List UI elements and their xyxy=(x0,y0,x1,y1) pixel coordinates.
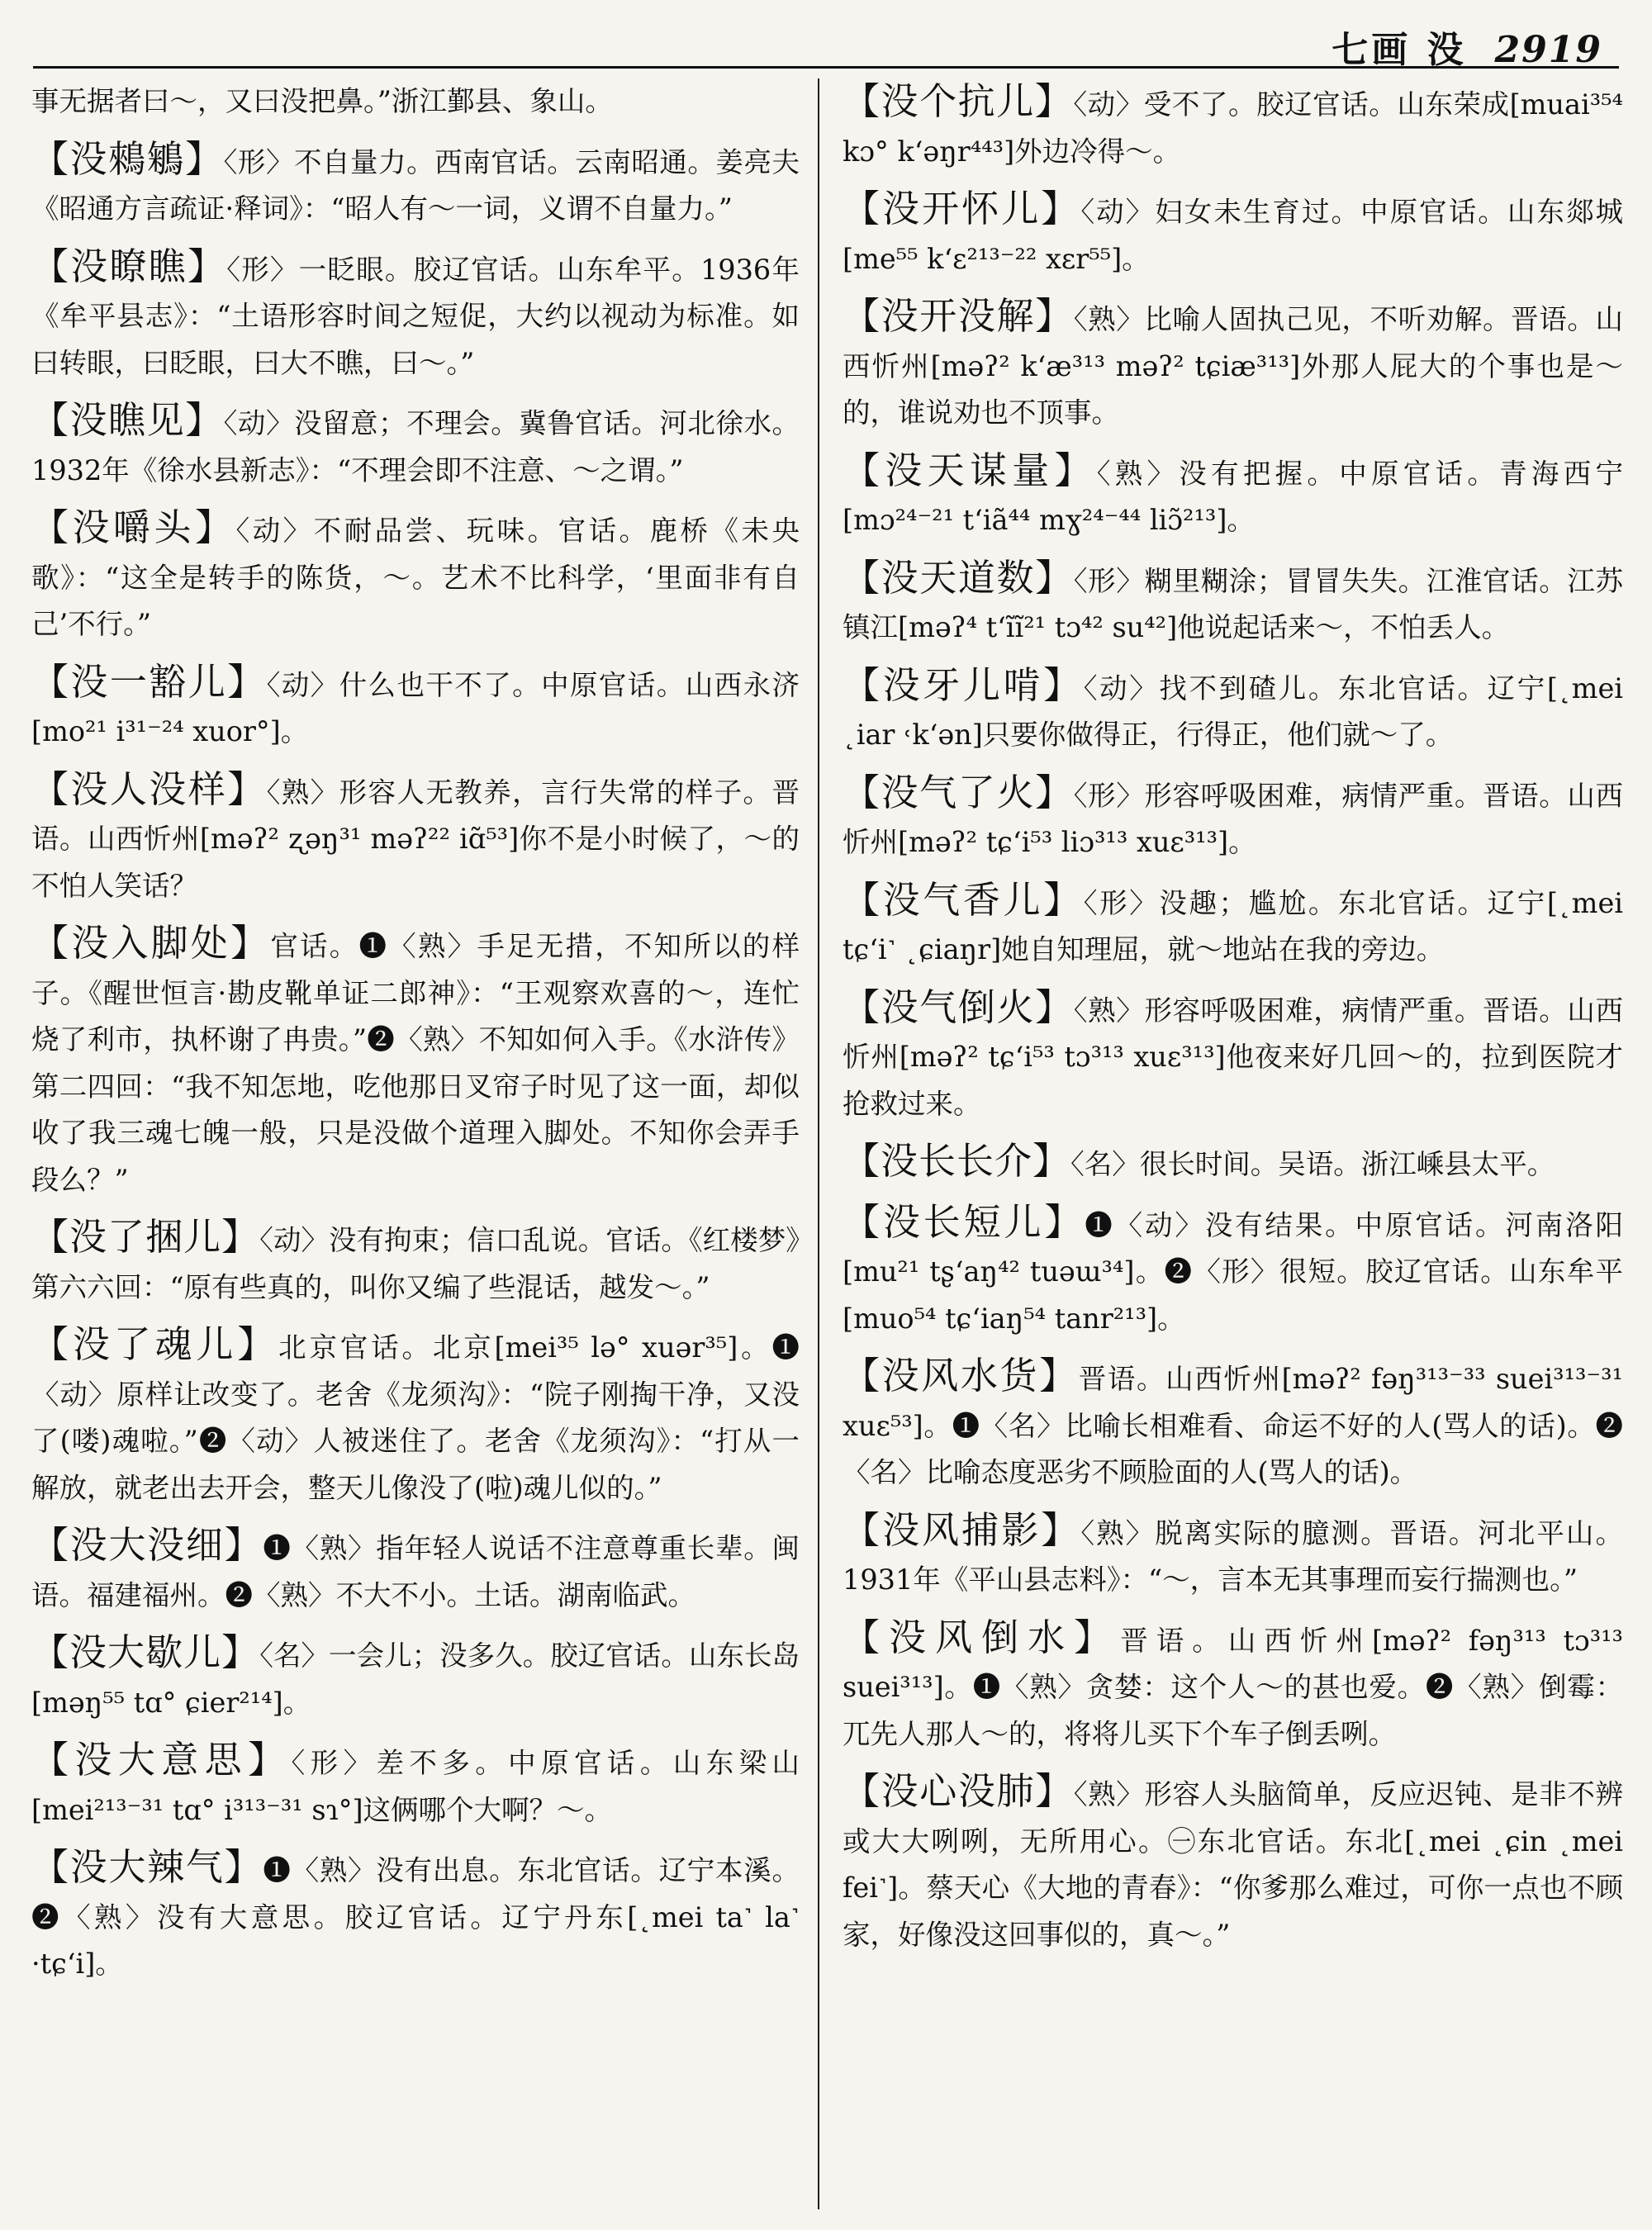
dictionary-entry xyxy=(31,920,800,1203)
entry-body: 〈动〉不耐品尝、玩味。官话。鹿桥《未央歌》：“这全是转手的陈货，～。艺术不比科学，‘里面非有自己’不行。” xyxy=(31,515,800,640)
entry-headword: 【没开没解】 xyxy=(843,294,1074,338)
entry-headword: 【没长长介】 xyxy=(843,1139,1071,1183)
entry-headword: 【没个抗儿】 xyxy=(843,79,1074,123)
entry-body: 〈动〉妇女未生育过。中原官话。山东郯城[me⁵⁵ kʻɛ²¹³⁻²² xɛr⁵⁵]。 xyxy=(843,196,1623,275)
entry-body: 北京官话。北京[mei³⁵ lə° xuər³⁵]。❶〈动〉原样让改变了。老舍《龙须沟》：“院子刚掏干净，又没了(喽)魂啦。”❷〈动〉人被迷住了。老舍《龙须沟》：“打从一解放，就老出去开会，整天儿像没了(啦)魂儿似的。” xyxy=(31,1331,800,1504)
entry-headword: 【没天谋量】 xyxy=(843,448,1097,492)
entry-headword: 【没了魂儿】 xyxy=(31,1322,279,1366)
page-header xyxy=(33,15,1619,69)
entry-body: 〈名〉很长时间。吴语。浙江嵊县太平。 xyxy=(1070,1148,1555,1180)
entry-body: ❶〈熟〉指年轻人说话不注意尊重长辈。闽语。福建福州。❷〈熟〉不大不小。土话。湖南临武。 xyxy=(31,1532,800,1611)
entry-body: 〈熟〉形容呼吸困难，病情严重。晋语。山西忻州[məʔ² tɕʻi⁵³ tɔ³¹³ xuɛ³¹³]他夜来好几回～的，拉到医院才抢救过来。 xyxy=(843,994,1623,1120)
entry-body: 〈熟〉比喻人固执己见，不听劝解。晋语。山西忻州[məʔ² kʻæ³¹³ məʔ² tɕiæ³¹³]外那人屁大的个事也是～的，谁说劝也不顶事。 xyxy=(843,303,1623,429)
entry-body: 〈形〉差不多。中原官话。山东梁山[mei²¹³⁻³¹ tɑ° i³¹³⁻³¹ sɿ°]这俩哪个大啊？～。 xyxy=(31,1747,800,1826)
entry-headword: 【没风水货】 xyxy=(843,1354,1079,1397)
entry-headword: 【没大歇儿】 xyxy=(31,1630,260,1674)
entry-headword: 【没大辣气】 xyxy=(31,1845,263,1889)
entry-headword: 【没气香儿】 xyxy=(843,877,1084,922)
page-number: 2919 xyxy=(1494,29,1602,71)
entry-body: 〈熟〉形容人头脑简单，反应迟钝、是非不辨或大大咧咧，无所用心。㊀东北官话。东北[˛mei ˛ɕin ˛mei fei˺]。蔡天心《大地的青春》：“你爹那么难过，可你一点也不顾家，好像没这回事似的，真～。” xyxy=(843,1778,1623,1951)
entry-body: 〈熟〉形容人无教养，言行失常的样子。晋语。山西忻州[məʔ² ʐəŋ³¹ məʔ²² iɑ̃⁵³]你不是小时候了，～的不怕人笑话？ xyxy=(31,776,800,902)
column-divider xyxy=(818,78,819,2209)
dictionary-entry xyxy=(31,505,800,648)
dictionary-entry xyxy=(843,662,1623,759)
dictionary-entry xyxy=(843,1138,1623,1189)
entry-headword: 【没气倒火】 xyxy=(843,985,1074,1029)
dictionary-entry xyxy=(31,766,800,910)
dictionary-entry xyxy=(843,448,1623,544)
entry-headword: 【没入脚处】 xyxy=(31,921,271,965)
section-title: 七画 没 xyxy=(1332,29,1467,71)
running-head xyxy=(1332,20,1602,73)
entry-body: 官话。❶〈熟〉手足无措，不知所以的样子。《醒世恒言·勘皮靴单证二郎神》：“王观察欢喜的～，连忙烧了利市，执杯谢了冉贵。”❷〈熟〉不知如何入手。《水浒传》第二四回：“我不知怎地，吃他那日叉帘子时见了这一面，却似收了我三魂七魄一般，只是没做个道理入脚处。不知你会弄手段么？” xyxy=(31,930,800,1196)
entry-body: 〈形〉不自量力。西南官话。云南昭通。姜亮夫《昭通方言疏证·释词》：“昭人有～一词，义谓不自量力。” xyxy=(31,145,800,225)
entry-headword: 【没开怀儿】 xyxy=(843,187,1081,230)
entry-body: 〈形〉没趣；尴尬。东北官话。辽宁[˛mei tɕʻi˺ ˛ɕiaŋr]她自知理屈，就～地站在我的旁边。 xyxy=(843,886,1623,966)
entry-headword: 【没鶆鵴】 xyxy=(31,136,224,181)
dictionary-entry xyxy=(843,78,1623,175)
entry-body: 〈形〉糊里糊涂；冒冒失失。江淮官话。江苏镇江[məʔ⁴ tʻĩĩ²¹ tɔ⁴² su⁴²]他说起话来～，不怕丢人。 xyxy=(843,564,1623,643)
entry-body: 〈熟〉脱离实际的臆测。晋语。河北平山。1931年《平山县志料》：“～，言本无其事理而妄行揣测也。” xyxy=(843,1516,1623,1596)
dictionary-entry xyxy=(843,555,1623,652)
entry-headword: 【没长短儿】 xyxy=(843,1199,1085,1244)
entry-body: 事无据者曰～，又曰没把鼻。”浙江鄞县、象山。 xyxy=(31,85,613,117)
dictionary-entry xyxy=(843,186,1623,282)
entry-body: 〈动〉什么也干不了。中原官话。山西永济[mo²¹ i³¹⁻²⁴ xuor°]。 xyxy=(31,668,800,747)
entry-body: 〈动〉受不了。胶辽官话。山东荣成[muai³⁵⁴ kɔ° kʻəŋr⁴⁴³]外边冷得～。 xyxy=(843,88,1623,168)
entry-body: 〈动〉找不到碴儿。东北官话。辽宁[˛mei ˛iar ˓kʻən]只要你做得正，行得正，他们就～了。 xyxy=(843,671,1623,751)
entry-headword: 【没风捕影】 xyxy=(843,1507,1081,1552)
entry-headword: 【没心没肺】 xyxy=(843,1769,1074,1813)
entry-headword: 【没风倒水】 xyxy=(843,1615,1121,1659)
entry-headword: 【没了捆儿】 xyxy=(31,1215,260,1259)
right-column xyxy=(843,78,1623,2209)
dictionary-entry xyxy=(31,1630,800,1726)
entry-body: ❶〈熟〉没有出息。东北官话。辽宁本溪。❷〈熟〉没有大意思。胶辽官话。辽宁丹东[˛mei ta˺ la˺ ·tɕʻi]。 xyxy=(31,1854,800,1980)
dictionary-entry xyxy=(31,1737,800,1834)
dictionary-entry xyxy=(843,877,1623,974)
dictionary-entry xyxy=(31,136,800,233)
dictionary-entry xyxy=(843,770,1623,866)
entry-body: 〈熟〉没有把握。中原官话。青海西宁[mɔ²⁴⁻²¹ tʻiã⁴⁴ mɣ²⁴⁻⁴⁴ liɔ̃²¹³]。 xyxy=(843,457,1623,536)
entry-body: 晋语。山西忻州[məʔ² fəŋ³¹³⁻³³ suei³¹³⁻³¹ xuɛ⁵³]。❶〈名〉比喻长相难看、命运不好的人(骂人的话)。❷〈名〉比喻态度恶劣不顾脸面的人(骂人的话)。 xyxy=(843,1363,1623,1488)
entry-body: 〈形〉形容呼吸困难，病情严重。晋语。山西忻州[məʔ² tɕʻi⁵³ liɔ³¹³ xuɛ³¹³]。 xyxy=(843,779,1623,858)
entry-body: 〈形〉一眨眼。胶辽官话。山东牟平。1936年《牟平县志》：“土语形容时间之短促，大约以视动为标准。如曰转眼，曰眨眼，曰大不瞧，曰～。” xyxy=(31,253,800,379)
dictionary-entry xyxy=(843,1353,1623,1497)
entry-body: 〈动〉没有拘束；信口乱说。官话。《红楼梦》第六六回：“原有些真的，叫你又编了些混话，越发～。” xyxy=(31,1224,800,1303)
entry-headword: 【没一豁儿】 xyxy=(31,659,267,704)
entry-headword: 【没气了火】 xyxy=(843,770,1074,814)
dictionary-entry xyxy=(31,1522,800,1619)
entry-headword: 【没天道数】 xyxy=(843,555,1074,600)
entry-body: 〈动〉没留意；不理会。冀鲁官话。河北徐水。1932年《徐水县新志》：“不理会即不注意、～之谓。” xyxy=(31,407,800,486)
entry-headword: 【没人没样】 xyxy=(31,766,267,811)
entry-headword: 【没嚼头】 xyxy=(31,505,236,549)
entry-headword: 【没牙儿啃】 xyxy=(843,662,1084,707)
dictionary-entry xyxy=(843,1507,1623,1604)
dictionary-entry xyxy=(843,293,1623,437)
left-column xyxy=(31,78,800,2209)
dictionary-entry xyxy=(843,985,1623,1128)
dictionary-entry xyxy=(31,1214,800,1311)
dictionary-entry xyxy=(31,397,800,494)
dictionary-entry xyxy=(31,659,800,756)
dictionary-entry xyxy=(843,1768,1623,1958)
dictionary-entry xyxy=(31,244,800,387)
entry-body: ❶〈动〉没有结果。中原官话。河南洛阳[mu²¹ tʂʻaŋ⁴² tuəɯ³⁴]。❷〈形〉很短。胶辽官话。山东牟平[muo⁵⁴ tɕʻiaŋ⁵⁴ tanr²¹³]。 xyxy=(843,1208,1623,1335)
dictionary-entry xyxy=(31,1321,800,1511)
continued-text xyxy=(31,78,800,126)
dictionary-entry xyxy=(843,1615,1623,1758)
entry-headword: 【没瞧见】 xyxy=(31,398,224,442)
entry-body: 晋语。山西忻州[məʔ² fəŋ³¹³ tɔ³¹³ suei³¹³]。❶〈熟〉贪婪：这个人～的甚也爱。❷〈熟〉倒霉：兀先人那人～的，将将儿买下个车子倒丢咧。 xyxy=(843,1624,1623,1750)
dictionary-entry xyxy=(31,1844,800,1988)
entry-headword: 【没瞭瞧】 xyxy=(31,244,227,288)
entry-headword: 【没大没细】 xyxy=(31,1523,263,1567)
entry-body: 〈名〉一会儿；没多久。胶辽官话。山东长岛[məŋ⁵⁵ tɑ° ɕier²¹⁴]。 xyxy=(31,1639,800,1719)
entry-headword: 【没大意思】 xyxy=(31,1738,292,1782)
dictionary-entry xyxy=(843,1199,1623,1343)
